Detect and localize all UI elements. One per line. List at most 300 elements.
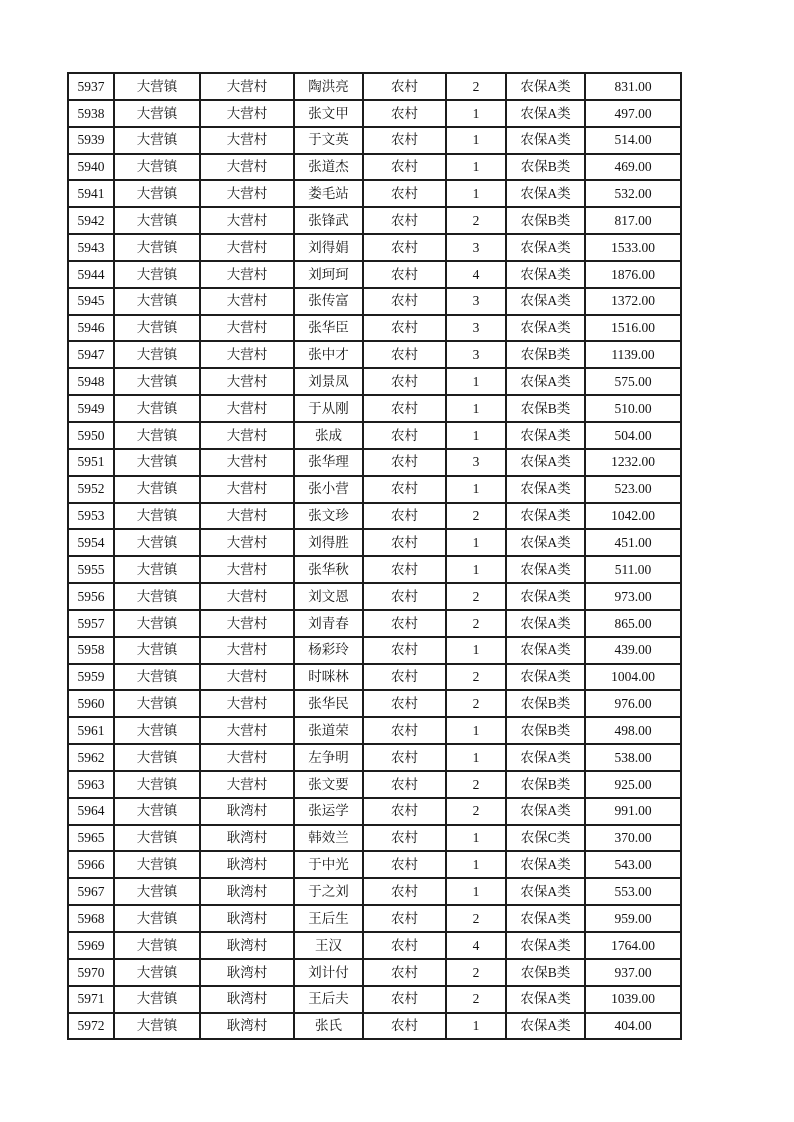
cell-town: 大营镇 (114, 422, 200, 449)
cell-town: 大营镇 (114, 503, 200, 530)
cell-category: 农村 (363, 637, 446, 664)
cell-insurance-class: 农保A类 (506, 932, 585, 959)
cell-insurance-class: 农保B类 (506, 717, 585, 744)
cell-village: 大营村 (200, 100, 294, 127)
cell-village: 大营村 (200, 637, 294, 664)
table-row (68, 503, 681, 530)
cell-headcount: 2 (446, 905, 506, 932)
cell-village: 大营村 (200, 717, 294, 744)
cell-headcount: 1 (446, 395, 506, 422)
cell-headcount: 3 (446, 288, 506, 315)
cell-town: 大营镇 (114, 851, 200, 878)
cell-amount: 1039.00 (585, 986, 681, 1013)
cell-record-id: 5962 (68, 744, 114, 771)
table-row (68, 261, 681, 288)
cell-person-name: 张锋武 (294, 207, 363, 234)
cell-person-name: 刘景凤 (294, 368, 363, 395)
cell-amount: 1533.00 (585, 234, 681, 261)
table-row (68, 798, 681, 825)
table-row (68, 637, 681, 664)
cell-category: 农村 (363, 986, 446, 1013)
cell-category: 农村 (363, 503, 446, 530)
cell-category: 农村 (363, 368, 446, 395)
cell-insurance-class: 农保A类 (506, 476, 585, 503)
cell-insurance-class: 农保A类 (506, 288, 585, 315)
cell-record-id: 5950 (68, 422, 114, 449)
cell-village: 大营村 (200, 556, 294, 583)
cell-village: 大营村 (200, 154, 294, 181)
cell-record-id: 5970 (68, 959, 114, 986)
cell-record-id: 5941 (68, 180, 114, 207)
cell-amount: 925.00 (585, 771, 681, 798)
cell-category: 农村 (363, 798, 446, 825)
cell-person-name: 刘得娟 (294, 234, 363, 261)
table-row (68, 932, 681, 959)
table-row (68, 851, 681, 878)
cell-category: 农村 (363, 395, 446, 422)
cell-headcount: 1 (446, 878, 506, 905)
cell-person-name: 张华理 (294, 449, 363, 476)
cell-town: 大营镇 (114, 717, 200, 744)
cell-category: 农村 (363, 932, 446, 959)
cell-category: 农村 (363, 154, 446, 181)
cell-category: 农村 (363, 422, 446, 449)
cell-insurance-class: 农保A类 (506, 127, 585, 154)
cell-person-name: 张道杰 (294, 154, 363, 181)
cell-record-id: 5952 (68, 476, 114, 503)
cell-record-id: 5940 (68, 154, 114, 181)
cell-category: 农村 (363, 878, 446, 905)
cell-village: 耿湾村 (200, 798, 294, 825)
cell-village: 大营村 (200, 261, 294, 288)
cell-village: 大营村 (200, 771, 294, 798)
cell-amount: 959.00 (585, 905, 681, 932)
cell-headcount: 2 (446, 771, 506, 798)
roster-table-body (68, 73, 681, 1039)
cell-record-id: 5948 (68, 368, 114, 395)
cell-insurance-class: 农保A类 (506, 503, 585, 530)
table-row (68, 73, 681, 100)
cell-insurance-class: 农保A类 (506, 556, 585, 583)
cell-headcount: 2 (446, 690, 506, 717)
cell-insurance-class: 农保A类 (506, 529, 585, 556)
cell-person-name: 张小营 (294, 476, 363, 503)
cell-headcount: 4 (446, 932, 506, 959)
table-row (68, 341, 681, 368)
cell-village: 耿湾村 (200, 825, 294, 852)
cell-insurance-class: 农保A类 (506, 986, 585, 1013)
cell-amount: 511.00 (585, 556, 681, 583)
table-row (68, 878, 681, 905)
table-row (68, 717, 681, 744)
cell-town: 大营镇 (114, 556, 200, 583)
cell-amount: 973.00 (585, 583, 681, 610)
cell-amount: 498.00 (585, 717, 681, 744)
cell-headcount: 2 (446, 207, 506, 234)
cell-village: 耿湾村 (200, 986, 294, 1013)
cell-person-name: 陶洪亮 (294, 73, 363, 100)
cell-record-id: 5972 (68, 1013, 114, 1040)
cell-headcount: 2 (446, 664, 506, 691)
cell-headcount: 1 (446, 368, 506, 395)
cell-record-id: 5953 (68, 503, 114, 530)
cell-headcount: 2 (446, 73, 506, 100)
cell-record-id: 5949 (68, 395, 114, 422)
cell-amount: 575.00 (585, 368, 681, 395)
cell-amount: 451.00 (585, 529, 681, 556)
cell-amount: 469.00 (585, 154, 681, 181)
table-row (68, 825, 681, 852)
cell-insurance-class: 农保A类 (506, 180, 585, 207)
cell-person-name: 张文甲 (294, 100, 363, 127)
table-row (68, 664, 681, 691)
cell-amount: 532.00 (585, 180, 681, 207)
cell-insurance-class: 农保A类 (506, 583, 585, 610)
cell-person-name: 张氏 (294, 1013, 363, 1040)
cell-insurance-class: 农保A类 (506, 878, 585, 905)
cell-village: 耿湾村 (200, 851, 294, 878)
cell-amount: 510.00 (585, 395, 681, 422)
cell-category: 农村 (363, 851, 446, 878)
cell-insurance-class: 农保B类 (506, 690, 585, 717)
cell-town: 大营镇 (114, 261, 200, 288)
cell-person-name: 张中才 (294, 341, 363, 368)
cell-record-id: 5945 (68, 288, 114, 315)
cell-village: 大营村 (200, 449, 294, 476)
table-row (68, 529, 681, 556)
cell-record-id: 5959 (68, 664, 114, 691)
cell-insurance-class: 农保A类 (506, 449, 585, 476)
cell-village: 耿湾村 (200, 878, 294, 905)
cell-headcount: 1 (446, 422, 506, 449)
cell-category: 农村 (363, 771, 446, 798)
cell-record-id: 5968 (68, 905, 114, 932)
table-row (68, 556, 681, 583)
cell-person-name: 张成 (294, 422, 363, 449)
cell-amount: 1372.00 (585, 288, 681, 315)
table-row (68, 288, 681, 315)
cell-town: 大营镇 (114, 690, 200, 717)
cell-category: 农村 (363, 1013, 446, 1040)
cell-amount: 439.00 (585, 637, 681, 664)
cell-insurance-class: 农保A类 (506, 851, 585, 878)
cell-town: 大营镇 (114, 771, 200, 798)
cell-record-id: 5942 (68, 207, 114, 234)
cell-headcount: 2 (446, 610, 506, 637)
cell-person-name: 杨彩玲 (294, 637, 363, 664)
cell-person-name: 于之刘 (294, 878, 363, 905)
cell-amount: 1876.00 (585, 261, 681, 288)
cell-person-name: 刘得胜 (294, 529, 363, 556)
cell-record-id: 5958 (68, 637, 114, 664)
cell-person-name: 刘青春 (294, 610, 363, 637)
table-row (68, 986, 681, 1013)
cell-category: 农村 (363, 180, 446, 207)
cell-village: 大营村 (200, 503, 294, 530)
table-row (68, 690, 681, 717)
cell-headcount: 1 (446, 717, 506, 744)
cell-record-id: 5965 (68, 825, 114, 852)
cell-village: 大营村 (200, 234, 294, 261)
cell-person-name: 张运学 (294, 798, 363, 825)
cell-category: 农村 (363, 73, 446, 100)
table-row (68, 744, 681, 771)
cell-record-id: 5951 (68, 449, 114, 476)
table-row (68, 154, 681, 181)
cell-town: 大营镇 (114, 207, 200, 234)
cell-record-id: 5937 (68, 73, 114, 100)
cell-village: 大营村 (200, 476, 294, 503)
cell-town: 大营镇 (114, 127, 200, 154)
cell-insurance-class: 农保B类 (506, 771, 585, 798)
cell-headcount: 3 (446, 341, 506, 368)
cell-village: 大营村 (200, 73, 294, 100)
insurance-roster-table (67, 72, 682, 1040)
cell-amount: 1764.00 (585, 932, 681, 959)
cell-headcount: 4 (446, 261, 506, 288)
cell-category: 农村 (363, 664, 446, 691)
cell-insurance-class: 农保A类 (506, 368, 585, 395)
cell-insurance-class: 农保B类 (506, 341, 585, 368)
cell-village: 大营村 (200, 288, 294, 315)
cell-village: 耿湾村 (200, 1013, 294, 1040)
cell-person-name: 刘珂珂 (294, 261, 363, 288)
cell-headcount: 1 (446, 529, 506, 556)
cell-town: 大营镇 (114, 744, 200, 771)
table-row (68, 368, 681, 395)
cell-amount: 865.00 (585, 610, 681, 637)
cell-town: 大营镇 (114, 905, 200, 932)
table-row (68, 422, 681, 449)
cell-amount: 404.00 (585, 1013, 681, 1040)
cell-insurance-class: 农保A类 (506, 664, 585, 691)
cell-town: 大营镇 (114, 825, 200, 852)
cell-category: 农村 (363, 744, 446, 771)
cell-insurance-class: 农保A类 (506, 798, 585, 825)
cell-amount: 817.00 (585, 207, 681, 234)
cell-category: 农村 (363, 261, 446, 288)
cell-village: 大营村 (200, 664, 294, 691)
cell-town: 大营镇 (114, 73, 200, 100)
cell-headcount: 3 (446, 449, 506, 476)
cell-person-name: 张道荣 (294, 717, 363, 744)
cell-category: 农村 (363, 690, 446, 717)
cell-category: 农村 (363, 905, 446, 932)
cell-amount: 543.00 (585, 851, 681, 878)
cell-category: 农村 (363, 127, 446, 154)
cell-headcount: 1 (446, 127, 506, 154)
table-row (68, 771, 681, 798)
cell-amount: 523.00 (585, 476, 681, 503)
cell-town: 大营镇 (114, 368, 200, 395)
cell-insurance-class: 农保A类 (506, 905, 585, 932)
cell-record-id: 5956 (68, 583, 114, 610)
cell-headcount: 2 (446, 798, 506, 825)
cell-amount: 370.00 (585, 825, 681, 852)
cell-village: 大营村 (200, 180, 294, 207)
cell-category: 农村 (363, 288, 446, 315)
cell-village: 耿湾村 (200, 905, 294, 932)
cell-town: 大营镇 (114, 100, 200, 127)
cell-category: 农村 (363, 341, 446, 368)
cell-village: 大营村 (200, 368, 294, 395)
cell-insurance-class: 农保A类 (506, 100, 585, 127)
cell-record-id: 5971 (68, 986, 114, 1013)
cell-record-id: 5946 (68, 315, 114, 342)
table-row (68, 180, 681, 207)
table-row (68, 476, 681, 503)
cell-record-id: 5957 (68, 610, 114, 637)
cell-record-id: 5947 (68, 341, 114, 368)
cell-person-name: 娄毛站 (294, 180, 363, 207)
cell-category: 农村 (363, 529, 446, 556)
cell-person-name: 张华民 (294, 690, 363, 717)
cell-town: 大营镇 (114, 986, 200, 1013)
cell-headcount: 2 (446, 986, 506, 1013)
cell-amount: 831.00 (585, 73, 681, 100)
cell-headcount: 2 (446, 583, 506, 610)
cell-category: 农村 (363, 959, 446, 986)
cell-headcount: 1 (446, 851, 506, 878)
cell-category: 农村 (363, 207, 446, 234)
cell-amount: 497.00 (585, 100, 681, 127)
cell-town: 大营镇 (114, 315, 200, 342)
cell-village: 大营村 (200, 529, 294, 556)
cell-town: 大营镇 (114, 449, 200, 476)
cell-person-name: 张传富 (294, 288, 363, 315)
cell-category: 农村 (363, 717, 446, 744)
table-row (68, 449, 681, 476)
cell-insurance-class: 农保B类 (506, 959, 585, 986)
cell-person-name: 时咪林 (294, 664, 363, 691)
cell-town: 大营镇 (114, 959, 200, 986)
cell-insurance-class: 农保A类 (506, 422, 585, 449)
cell-town: 大营镇 (114, 610, 200, 637)
cell-town: 大营镇 (114, 395, 200, 422)
table-row (68, 1013, 681, 1040)
cell-headcount: 1 (446, 100, 506, 127)
cell-town: 大营镇 (114, 154, 200, 181)
cell-record-id: 5969 (68, 932, 114, 959)
cell-category: 农村 (363, 315, 446, 342)
cell-village: 耿湾村 (200, 959, 294, 986)
cell-category: 农村 (363, 449, 446, 476)
cell-amount: 538.00 (585, 744, 681, 771)
cell-village: 大营村 (200, 127, 294, 154)
cell-insurance-class: 农保A类 (506, 261, 585, 288)
cell-headcount: 3 (446, 234, 506, 261)
cell-insurance-class: 农保A类 (506, 637, 585, 664)
cell-record-id: 5961 (68, 717, 114, 744)
cell-town: 大营镇 (114, 798, 200, 825)
cell-village: 大营村 (200, 315, 294, 342)
cell-insurance-class: 农保A类 (506, 315, 585, 342)
cell-village: 耿湾村 (200, 932, 294, 959)
cell-person-name: 王后夫 (294, 986, 363, 1013)
cell-person-name: 刘计付 (294, 959, 363, 986)
cell-town: 大营镇 (114, 664, 200, 691)
cell-town: 大营镇 (114, 234, 200, 261)
cell-headcount: 1 (446, 180, 506, 207)
cell-town: 大营镇 (114, 583, 200, 610)
cell-amount: 514.00 (585, 127, 681, 154)
cell-person-name: 于文英 (294, 127, 363, 154)
cell-amount: 1232.00 (585, 449, 681, 476)
cell-headcount: 2 (446, 503, 506, 530)
table-row (68, 583, 681, 610)
cell-category: 农村 (363, 234, 446, 261)
table-row (68, 207, 681, 234)
cell-village: 大营村 (200, 341, 294, 368)
table-row (68, 395, 681, 422)
cell-person-name: 张文要 (294, 771, 363, 798)
cell-village: 大营村 (200, 690, 294, 717)
cell-town: 大营镇 (114, 637, 200, 664)
table-row (68, 127, 681, 154)
cell-record-id: 5960 (68, 690, 114, 717)
cell-category: 农村 (363, 610, 446, 637)
cell-village: 大营村 (200, 207, 294, 234)
table-row (68, 234, 681, 261)
cell-record-id: 5967 (68, 878, 114, 905)
cell-record-id: 5939 (68, 127, 114, 154)
cell-insurance-class: 农保A类 (506, 610, 585, 637)
cell-amount: 504.00 (585, 422, 681, 449)
cell-town: 大营镇 (114, 180, 200, 207)
cell-amount: 553.00 (585, 878, 681, 905)
cell-category: 农村 (363, 100, 446, 127)
cell-insurance-class: 农保A类 (506, 1013, 585, 1040)
cell-person-name: 于中光 (294, 851, 363, 878)
cell-amount: 1004.00 (585, 664, 681, 691)
cell-person-name: 韩效兰 (294, 825, 363, 852)
cell-headcount: 1 (446, 476, 506, 503)
cell-person-name: 刘文恩 (294, 583, 363, 610)
cell-town: 大营镇 (114, 1013, 200, 1040)
cell-person-name: 王汉 (294, 932, 363, 959)
cell-village: 大营村 (200, 610, 294, 637)
cell-insurance-class: 农保B类 (506, 395, 585, 422)
cell-village: 大营村 (200, 583, 294, 610)
cell-person-name: 王后生 (294, 905, 363, 932)
cell-record-id: 5955 (68, 556, 114, 583)
cell-amount: 937.00 (585, 959, 681, 986)
cell-category: 农村 (363, 583, 446, 610)
cell-insurance-class: 农保A类 (506, 73, 585, 100)
cell-category: 农村 (363, 825, 446, 852)
cell-person-name: 于从刚 (294, 395, 363, 422)
cell-town: 大营镇 (114, 476, 200, 503)
cell-town: 大营镇 (114, 341, 200, 368)
cell-record-id: 5943 (68, 234, 114, 261)
table-row (68, 959, 681, 986)
cell-village: 大营村 (200, 395, 294, 422)
cell-village: 大营村 (200, 422, 294, 449)
cell-person-name: 左争明 (294, 744, 363, 771)
cell-town: 大营镇 (114, 932, 200, 959)
cell-amount: 1042.00 (585, 503, 681, 530)
cell-insurance-class: 农保B类 (506, 154, 585, 181)
table-row (68, 315, 681, 342)
cell-headcount: 1 (446, 154, 506, 181)
cell-record-id: 5954 (68, 529, 114, 556)
cell-amount: 1139.00 (585, 341, 681, 368)
cell-record-id: 5966 (68, 851, 114, 878)
cell-insurance-class: 农保B类 (506, 207, 585, 234)
cell-record-id: 5938 (68, 100, 114, 127)
table-row (68, 905, 681, 932)
cell-category: 农村 (363, 556, 446, 583)
